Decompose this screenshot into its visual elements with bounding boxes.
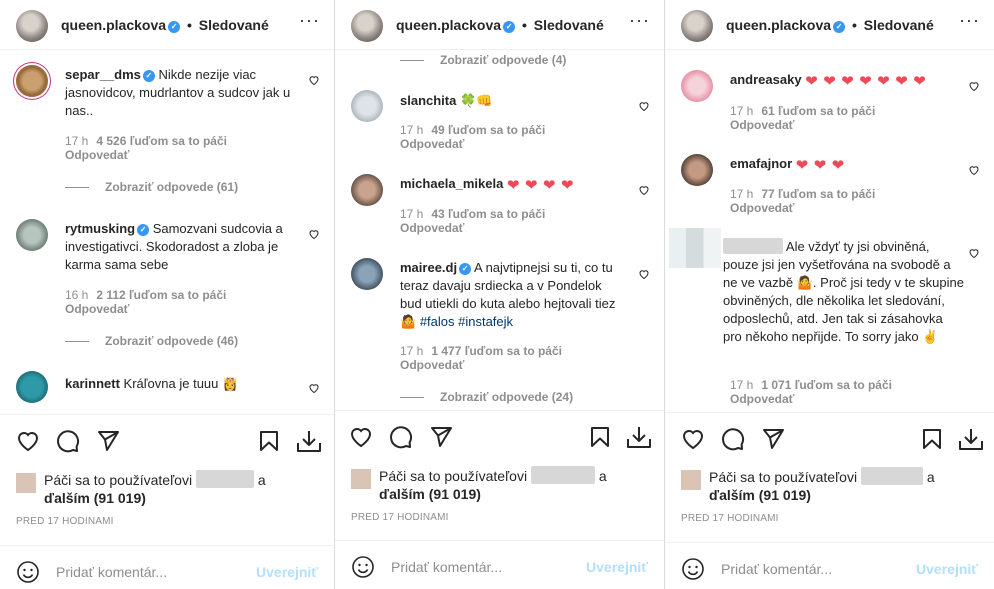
add-comment-bar [335, 540, 664, 589]
reply-button[interactable]: Odpovedať [65, 302, 130, 316]
emoji-icon[interactable] [351, 555, 375, 579]
comment-likes[interactable]: 4 526 ľuďom sa to páči [96, 134, 227, 148]
commenter-username[interactable]: michaela_mikela [400, 176, 504, 191]
commenter-avatar[interactable] [351, 90, 383, 122]
blurred-username [531, 466, 595, 484]
commenter-avatar[interactable] [681, 154, 713, 186]
blurred-username [196, 470, 254, 488]
like-comment-icon[interactable] [968, 80, 980, 92]
like-comment-icon[interactable] [308, 382, 320, 394]
like-icon[interactable] [16, 429, 40, 453]
commenter-avatar[interactable] [16, 219, 48, 251]
comment-text: Ale vždyť ty jsi obviněná, pouze jsi jen vyšetřována na svobodě a ne ve vazbě [723, 239, 951, 290]
follow-status[interactable]: Sledované [533, 17, 604, 33]
commenter-avatar[interactable] [681, 70, 713, 102]
comment-likes[interactable]: 1 071 ľuďom sa to páči [761, 378, 892, 392]
liker-avatar[interactable] [16, 473, 36, 493]
action-bar [335, 410, 664, 460]
commenter-username[interactable]: emafajnor [730, 156, 793, 171]
post-header [335, 0, 664, 50]
author-username[interactable]: queen.plackova [396, 17, 502, 33]
verified-icon: ✓ [833, 21, 845, 33]
blurred-username [723, 238, 783, 254]
like-comment-icon[interactable] [968, 247, 980, 259]
more-options-icon[interactable]: ··· [629, 10, 650, 30]
commenter-avatar[interactable] [351, 258, 383, 290]
save-icon[interactable] [920, 427, 944, 451]
view-replies-button[interactable]: Zobraziť odpovede (46) [65, 334, 238, 348]
comment-likes[interactable]: 1 477 ľuďom sa to páči [431, 344, 562, 358]
comment-time: 17 h [730, 104, 754, 118]
hearts-emoji: ❤ ❤ ❤ [795, 157, 845, 174]
reply-button[interactable]: Odpovedať [730, 118, 795, 132]
comment-icon[interactable] [721, 427, 745, 451]
add-comment-bar [0, 545, 334, 589]
post-time: PRED 17 HODINAMI [681, 513, 779, 524]
download-icon[interactable] [626, 425, 652, 449]
commenter-avatar[interactable] [16, 65, 48, 97]
more-options-icon[interactable]: ··· [299, 10, 320, 30]
like-comment-icon[interactable] [638, 268, 650, 280]
commenter-username[interactable]: mairee.dj [400, 260, 458, 275]
author-username[interactable]: queen.plackova [726, 17, 832, 33]
comment-time: 16 h [65, 288, 89, 302]
save-icon[interactable] [588, 425, 612, 449]
like-comment-icon[interactable] [968, 164, 980, 176]
liked-count[interactable]: ďalším (91 019) [379, 486, 481, 502]
post-panel-2: queen.plackova ✓ • Sledované ··· Zobraziť odpovede (4) slanchita 🍀👊 17 h 49 ľuďom sa to páči Odpovedať michaela_mikela ❤ ❤ ❤ ❤ 17 h 43 ľuďom sa to páči Odpovedať mairee.dj ✓ A najvtipnejsi su ti, co tu teraz davaju srdiecka a v Pondelok bud utiekli do kuta alebo hejtovali tiez 🤷 #falos #instafejk 17 h 1 477 ľuďom sa to páči Odpovedať Zobraziť odpovede (24) Páči sa to používateľovi a ďalším (91 019) PRED 17 HODINAMI Pridať komentár... Uverejniť [335, 0, 664, 589]
post-panel-3: queen.plackova ✓ • Sledované ··· andreasaky ❤ ❤ ❤ ❤ ❤ ❤ ❤ 17 h 61 ľuďom sa to páči Odpovedať emafajnor ❤ ❤ ❤ 17 h 77 ľuďom sa to páči Odpovedať Ale vždyť ty jsi obviněná, pouze jsi jen vyšetřována na svobodě a ne ve vazbě 🤷. Proč jsi tedy v te skupine obviněných, dle několika let sledování, odposlechů, atd. Jen tak si zásahovka pro někoho nepřijde. To sorry jako ✌ 17 h 1 071 ľuďom sa to páči Odpovedať Páči sa to používateľovi a ďalším (91 019) PRED 17 HODINAMI Pridať komentár... Uverejniť [665, 0, 994, 589]
separator-dot: • [521, 17, 527, 33]
comment-input[interactable]: Pridať komentár... [721, 561, 833, 577]
verified-icon: ✓ [143, 70, 155, 82]
post-button[interactable]: Uverejniť [916, 561, 978, 577]
action-bar [665, 412, 994, 462]
share-icon[interactable] [761, 427, 785, 451]
liker-avatar[interactable] [681, 470, 701, 490]
hashtags[interactable]: #falos #instafejk [419, 314, 514, 329]
reply-button[interactable]: Odpovedať [65, 148, 130, 162]
save-icon[interactable] [257, 429, 281, 453]
comment-likes[interactable]: 43 ľuďom sa to páči [431, 207, 546, 221]
comment-time: 17 h [400, 207, 424, 221]
liker-avatar[interactable] [351, 469, 371, 489]
comment-time: 17 h [400, 344, 424, 358]
like-icon[interactable] [349, 425, 373, 449]
shrug-emoji: 🤷 [400, 314, 417, 329]
download-icon[interactable] [958, 427, 984, 451]
commenter-username[interactable]: rytmusking [65, 221, 136, 236]
commenter-username[interactable]: slanchita [400, 93, 457, 108]
verified-icon: ✓ [503, 21, 515, 33]
verified-icon: ✓ [137, 224, 149, 236]
commenter-username[interactable]: separ__dms [65, 67, 141, 82]
share-icon[interactable] [96, 429, 120, 453]
follow-status[interactable]: Sledované [863, 17, 934, 33]
reply-button[interactable]: Odpovedať [400, 221, 465, 235]
like-comment-icon[interactable] [308, 228, 320, 240]
hearts-emoji: ❤ ❤ ❤ ❤ [506, 177, 574, 194]
follow-status[interactable]: Sledované [198, 17, 269, 33]
author-avatar[interactable] [16, 10, 48, 42]
more-options-icon[interactable]: ··· [959, 10, 980, 30]
like-icon[interactable] [681, 427, 705, 451]
reply-button[interactable]: Odpovedať [730, 392, 795, 406]
post-panel-1: queen.plackova ✓ • Sledované ··· separ__dms ✓ Nikde nezije viac jasnovidcov, mudrlantov a sudcov jak u nas.. 17 h 4 526 ľuďom sa to páči Odpovedať Zobraziť odpovede (61) rytmusking ✓ Samozvani sudcovia a investigativci. Skodoradost a zloba je karma sama sebe 16 h 2 112 ľuďom sa to páči Odpovedať Zobraziť odpovede (46) karinnett Kráľovna je tuuu 👸 Páči sa to používateľovi a ďalším (91 019) PRED 17 HODINAMI Pridať komentár... Uverejniť [0, 0, 334, 589]
author-username[interactable]: queen.plackova [61, 17, 167, 33]
post-header [665, 0, 994, 50]
add-comment-bar [665, 542, 994, 589]
comment-icon[interactable] [389, 425, 413, 449]
emoji-icon[interactable] [681, 557, 705, 581]
download-icon[interactable] [296, 429, 322, 453]
victory-emoji: ✌ [922, 329, 939, 344]
liked-count[interactable]: ďalším (91 019) [44, 490, 146, 506]
comment-likes[interactable]: 2 112 ľuďom sa to páči [96, 288, 227, 302]
comment-time: 17 h [65, 134, 89, 148]
comment-likes[interactable]: 77 ľuďom sa to páči [761, 187, 876, 201]
share-icon[interactable] [429, 425, 453, 449]
separator-dot: • [851, 17, 857, 33]
comment-input[interactable]: Pridať komentár... [56, 564, 168, 580]
reply-button[interactable]: Odpovedať [400, 358, 465, 372]
crown-emoji: 👸 [222, 376, 239, 391]
comment-input[interactable]: Pridať komentár... [391, 559, 503, 575]
comment-likes[interactable]: 49 ľuďom sa to páči [431, 123, 546, 137]
comment-time: 17 h [730, 378, 754, 392]
blurred-username [861, 467, 923, 485]
emoji-icon[interactable] [16, 560, 40, 584]
shrug-emoji: 🤷 [796, 275, 813, 290]
commenter-username[interactable]: karinnett [65, 376, 120, 391]
comment-text-continued: . Proč jsi tedy v te skupine obviněných, dle několika let sledování, odposlechů, atd. Jen tak si zásahovka pro někoho nepřijde. To sorry jako [723, 275, 964, 344]
view-replies-button[interactable]: Zobraziť odpovede (4) [400, 53, 566, 67]
view-replies-button[interactable]: Zobraziť odpovede (24) [400, 390, 573, 404]
commenter-avatar[interactable] [16, 371, 48, 403]
commenter-username[interactable]: andreasaky [730, 72, 802, 87]
reply-button[interactable]: Odpovedať [730, 201, 795, 215]
like-comment-icon[interactable] [638, 184, 650, 196]
liked-count[interactable]: ďalším (91 019) [709, 487, 811, 503]
post-button[interactable]: Uverejniť [256, 564, 318, 580]
author-avatar[interactable] [351, 10, 383, 42]
like-comment-icon[interactable] [308, 74, 320, 86]
view-replies-button[interactable]: Zobraziť odpovede (61) [65, 180, 238, 194]
post-time: PRED 17 HODINAMI [16, 516, 114, 527]
separator-dot: • [186, 17, 192, 33]
action-bar [0, 414, 334, 464]
comment-text: Samozvani sudcovia a investigativci. Skodoradost a zloba je karma sama sebe [65, 221, 283, 272]
post-header [0, 0, 334, 50]
post-time: PRED 17 HODINAMI [351, 512, 449, 523]
comment-text: Nikde nezije viac jasnovidcov, mudrlantov a sudcov jak u nas.. [65, 67, 291, 118]
comment-text: A najvtipnejsi su ti, co tu teraz davaju srdiecka a v Pondelok bud utiekli do kuta alebo hejtovali tiez [400, 260, 616, 311]
comment-icon[interactable] [56, 429, 80, 453]
comment-time: 17 h [400, 123, 424, 137]
author-avatar[interactable] [681, 10, 713, 42]
verified-icon: ✓ [168, 21, 180, 33]
post-button[interactable]: Uverejniť [586, 559, 648, 575]
comment-likes[interactable]: 61 ľuďom sa to páči [761, 104, 876, 118]
reply-button[interactable]: Odpovedať [400, 137, 465, 151]
like-comment-icon[interactable] [638, 100, 650, 112]
blurred-avatar [669, 228, 721, 268]
commenter-avatar[interactable] [351, 174, 383, 206]
comment-time: 17 h [730, 187, 754, 201]
verified-icon: ✓ [459, 263, 471, 275]
comment-emoji: 🍀👊 [459, 93, 493, 108]
comment-text: Kráľovna je tuuu [123, 376, 219, 391]
hearts-emoji: ❤ ❤ ❤ ❤ ❤ ❤ ❤ [805, 73, 926, 90]
